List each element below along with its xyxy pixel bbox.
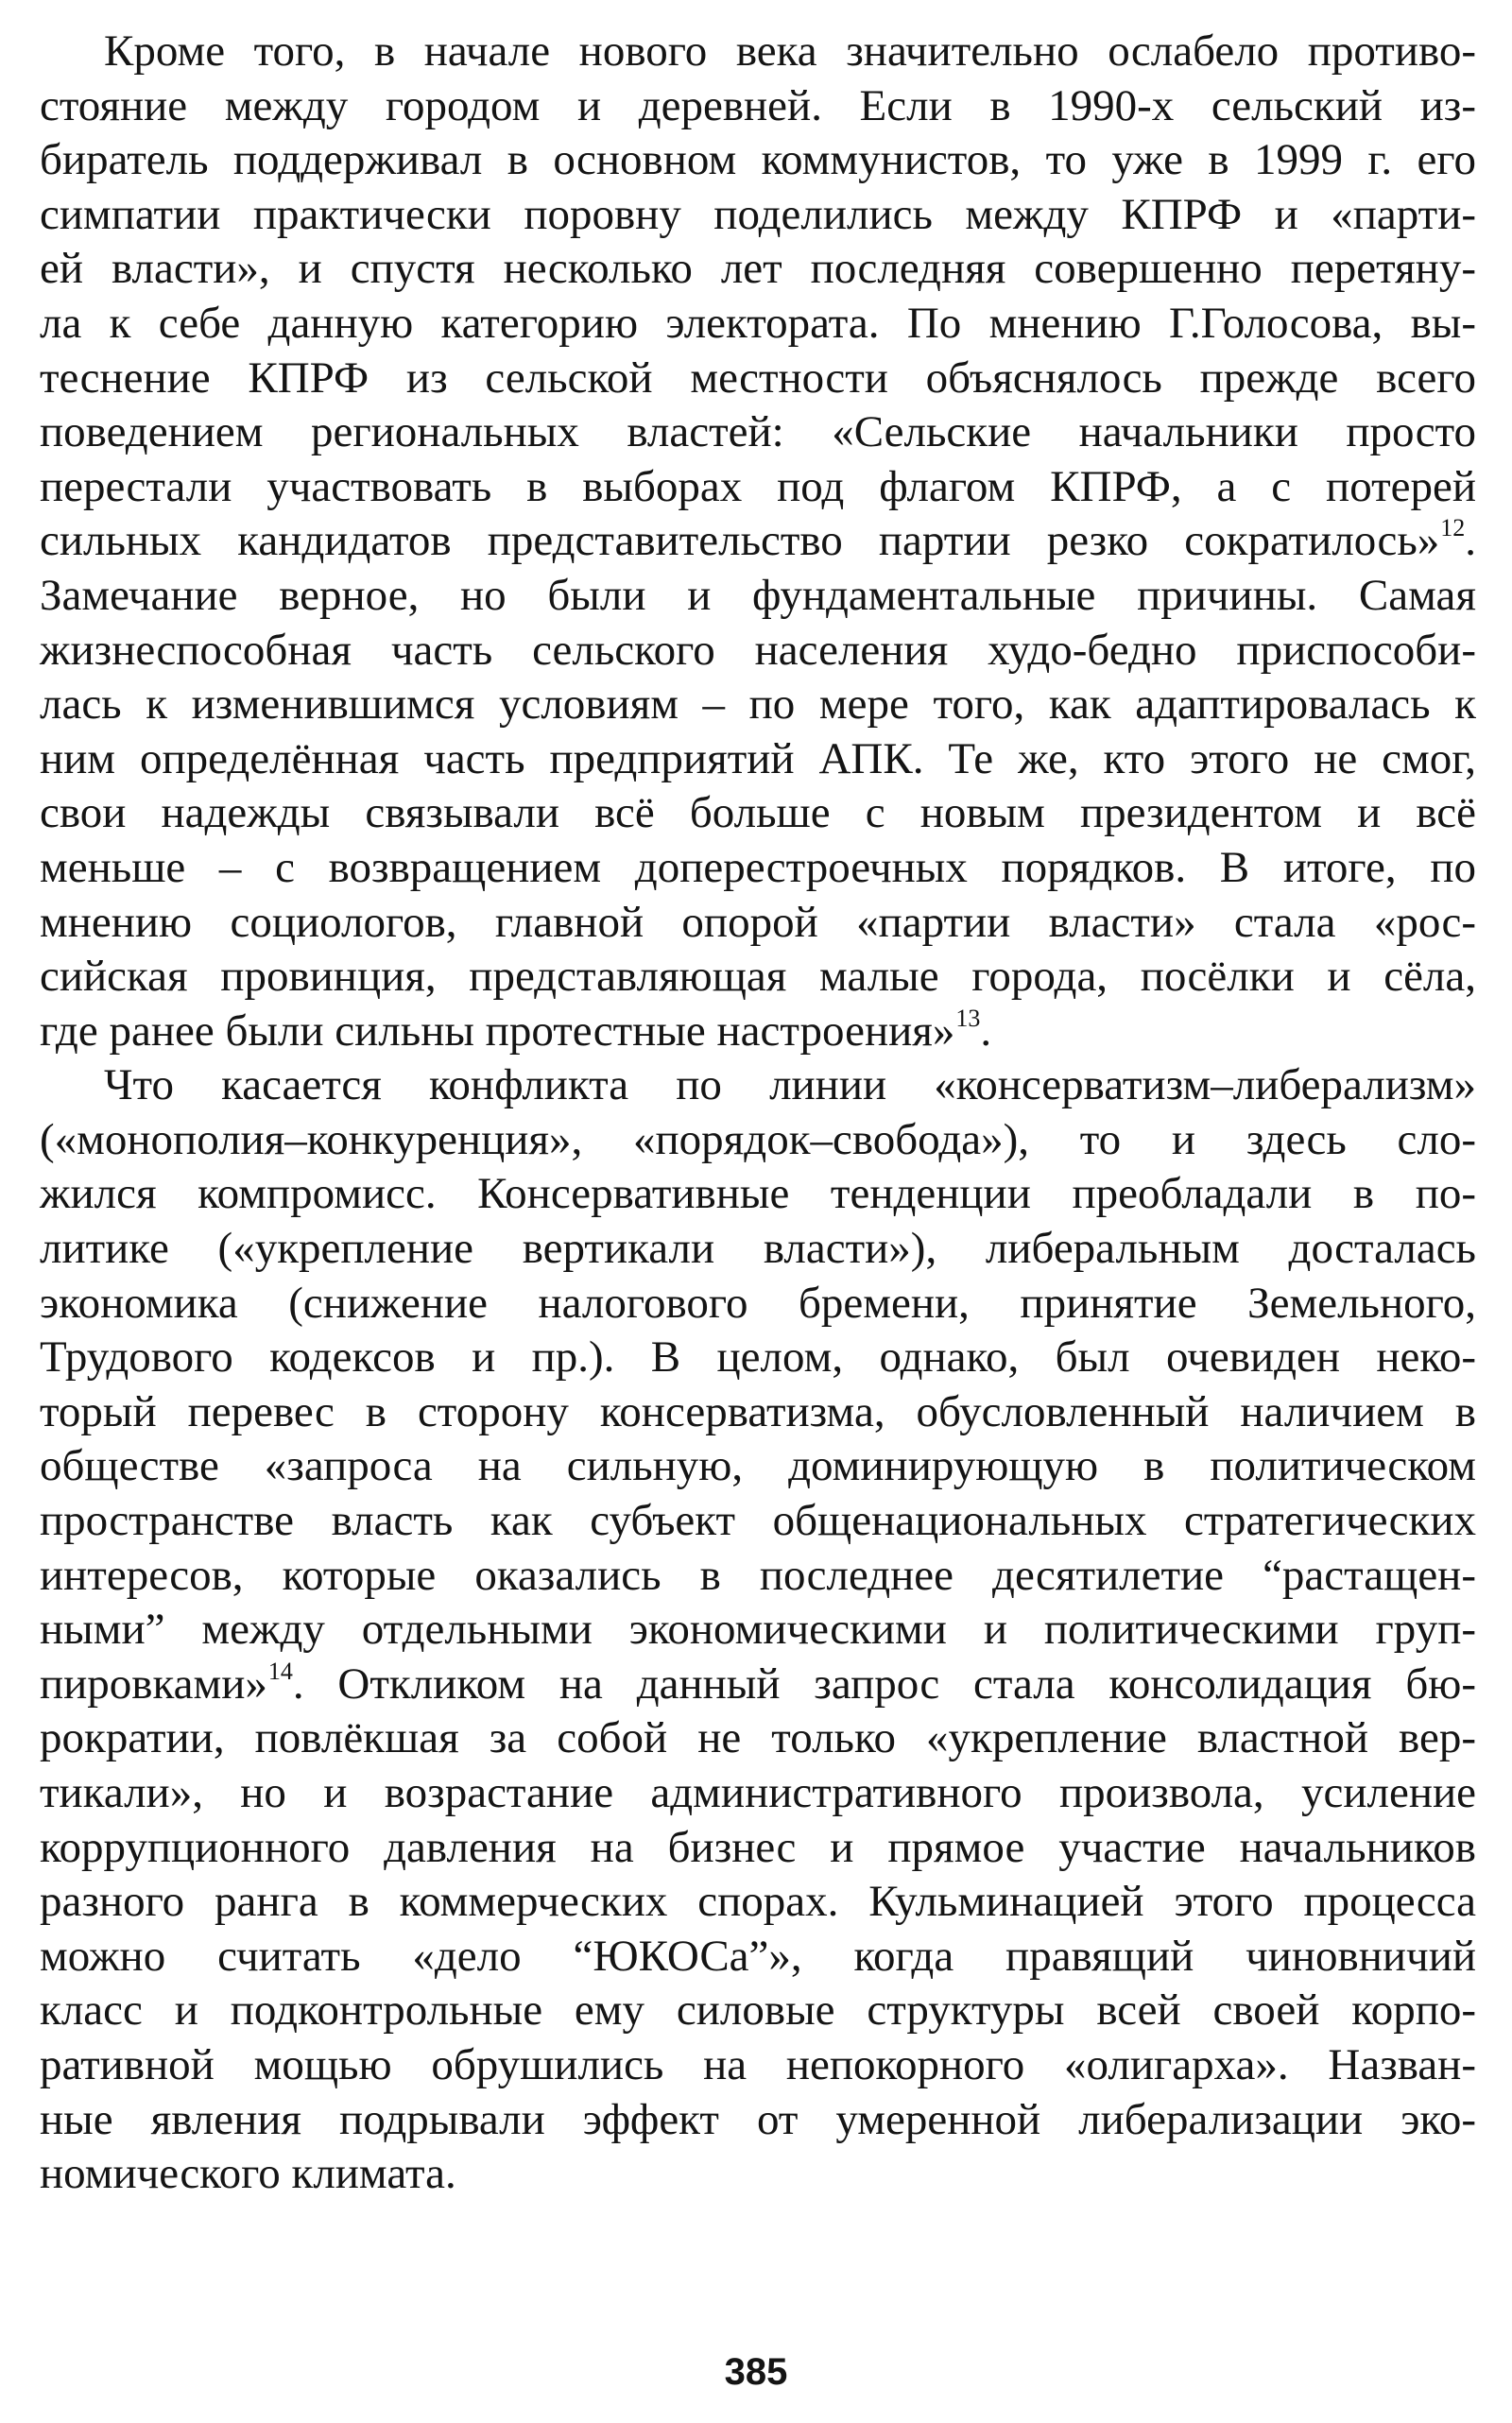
text-line bbox=[40, 1385, 1476, 1440]
page-number: 385 bbox=[724, 2351, 788, 2393]
text-line bbox=[40, 1603, 1476, 1658]
line-text: Трудового кодексов и пр.). В целом, однако, был очевиден неко- bbox=[40, 1332, 1476, 1383]
text-line bbox=[40, 405, 1476, 460]
footnote-marker: 14 bbox=[267, 1657, 293, 1685]
line-text: свои надежды связывали всё больше с новым президентом и всё bbox=[40, 788, 1476, 838]
text-line bbox=[40, 2147, 1476, 2202]
text-line bbox=[40, 2038, 1476, 2093]
footnote-marker: 12 bbox=[1440, 514, 1466, 542]
line-text: жился компромисс. Консервативные тенденции преобладали в по- bbox=[40, 1169, 1476, 1219]
text-line bbox=[40, 1277, 1476, 1332]
text-line bbox=[40, 786, 1476, 841]
text-line bbox=[40, 352, 1476, 406]
text-line bbox=[40, 242, 1476, 297]
text-line bbox=[40, 25, 1476, 79]
line-text: номического климата. bbox=[40, 2149, 456, 2199]
line-text: пировками» bbox=[40, 1658, 267, 1709]
text-line bbox=[40, 133, 1476, 188]
line-text: биратель поддерживал в основном коммунистов, то уже в 1999 г. его bbox=[40, 135, 1476, 185]
line-text: рократии, повлёкшая за собой не только «укрепление властной вер- bbox=[40, 1713, 1476, 1763]
line-text: ей власти», и спустя несколько лет последняя совершенно перетяну- bbox=[40, 244, 1476, 294]
text-line bbox=[40, 1494, 1476, 1549]
line-text: торый перевес в сторону консерватизма, обусловленный наличием в bbox=[40, 1386, 1476, 1436]
text-line bbox=[40, 1711, 1476, 1766]
text-line bbox=[40, 950, 1476, 1005]
text-line bbox=[40, 732, 1476, 787]
text-line bbox=[40, 624, 1476, 679]
line-text: симпатии практически поровну поделились между КПРФ и «парти- bbox=[40, 189, 1476, 239]
line-text: сильных кандидатов представительство партии резко сократилось» bbox=[40, 516, 1440, 566]
line-text: Кроме того, в начале нового века значительно ослабело противо- bbox=[104, 26, 1476, 76]
line-text: («монополия–конкуренция», «порядок–свобода»), то и здесь сло- bbox=[40, 1114, 1476, 1164]
line-text: ративной мощью обрушились на непокорного «олигарха». Назван- bbox=[40, 2039, 1476, 2089]
text-line bbox=[40, 896, 1476, 951]
line-text: тикали», но и возрастание административного произвола, усиление bbox=[40, 1768, 1476, 1817]
text-line bbox=[40, 1766, 1476, 1821]
line-text: перестали участвовать в выборах под флагом КПРФ, а с потерей bbox=[40, 461, 1476, 511]
text-line bbox=[40, 1549, 1476, 1604]
line-text: сийская провинция, представляющая малые города, посёлки и сёла, bbox=[40, 952, 1476, 1002]
text-line bbox=[40, 1984, 1476, 2038]
text-line bbox=[40, 1821, 1476, 1876]
line-text: коррупционного давления на бизнес и прямое участие начальников bbox=[40, 1822, 1476, 1872]
paragraph bbox=[40, 25, 1476, 1058]
text-line bbox=[40, 1875, 1476, 1930]
text-line bbox=[40, 1930, 1476, 1985]
line-text: интересов, которые оказались в последнее десятилетие “растащен- bbox=[40, 1550, 1476, 1600]
line-text: жизнеспособная часть сельского населения худо-бедно приспособи- bbox=[40, 625, 1476, 675]
text-line bbox=[40, 1439, 1476, 1494]
text-line bbox=[40, 1222, 1476, 1277]
line-text: литике («укрепление вертикали власти»), либеральным досталась bbox=[40, 1224, 1476, 1274]
line-text: пространстве власть как субъект общенациональных стратегических bbox=[40, 1496, 1476, 1546]
text-line bbox=[40, 1167, 1476, 1222]
line-text-continuation: . bbox=[980, 1005, 992, 1056]
line-text: ными” между отдельными экономическими и политическими груп- bbox=[40, 1605, 1476, 1655]
text-line bbox=[40, 514, 1476, 569]
text-line bbox=[40, 79, 1476, 134]
line-text: ные явления подрывали эффект от умеренной либерализации эко- bbox=[40, 2094, 1476, 2144]
text-line bbox=[40, 2093, 1476, 2148]
text-line bbox=[40, 1658, 1476, 1712]
text-line bbox=[40, 1331, 1476, 1385]
text-line bbox=[40, 678, 1476, 732]
line-text-continuation: . bbox=[1465, 516, 1476, 566]
line-text: разного ранга в коммерческих спорах. Кульминацией этого процесса bbox=[40, 1877, 1476, 1927]
text-line bbox=[40, 841, 1476, 896]
text-line bbox=[40, 460, 1476, 515]
line-text: ним определённая часть предприятий АПК. Те же, кто этого не смог, bbox=[40, 733, 1476, 783]
line-text: меньше – с возвращением доперестроечных порядков. В итоге, по bbox=[40, 842, 1476, 892]
text-line bbox=[40, 569, 1476, 624]
text-line bbox=[40, 1113, 1476, 1168]
line-text: обществе «запроса на сильную, доминирующую в политическом bbox=[40, 1441, 1476, 1491]
line-text: стояние между городом и деревней. Если в 1990-х сельский из- bbox=[40, 80, 1476, 130]
footnote-marker: 13 bbox=[955, 1004, 981, 1032]
line-text: ла к себе данную категорию электората. По мнению Г.Голосова, вы- bbox=[40, 298, 1476, 348]
text-line bbox=[40, 188, 1476, 243]
line-text: класс и подконтрольные ему силовые структуры всей своей корпо- bbox=[40, 1985, 1476, 2036]
line-text: Замечание верное, но были и фундаментальные причины. Самая bbox=[40, 570, 1476, 620]
line-text: мнению социологов, главной опорой «партии власти» стала «рос- bbox=[40, 897, 1476, 947]
line-text: где ранее были сильны протестные настроения» bbox=[40, 1005, 955, 1056]
line-text-continuation: . Откликом на данный запрос стала консолидация бю- bbox=[292, 1658, 1476, 1709]
line-text: теснение КПРФ из сельской местности объяснялось прежде всего bbox=[40, 352, 1476, 403]
line-text: Что касается конфликта по линии «консерватизм–либерализм» bbox=[104, 1060, 1476, 1110]
book-page-text bbox=[40, 25, 1476, 2202]
text-line bbox=[40, 1058, 1476, 1113]
paragraph bbox=[40, 1058, 1476, 2201]
text-line bbox=[40, 297, 1476, 352]
line-text: лась к изменившимся условиям – по мере того, как адаптировалась к bbox=[40, 679, 1476, 730]
line-text: поведением региональных властей: «Сельские начальники просто bbox=[40, 407, 1476, 457]
line-text: экономика (снижение налогового бремени, принятие Земельного, bbox=[40, 1278, 1476, 1328]
line-text: можно считать «дело “ЮКОСа”», когда правящий чиновничий bbox=[40, 1931, 1476, 1981]
text-line bbox=[40, 1005, 1476, 1059]
